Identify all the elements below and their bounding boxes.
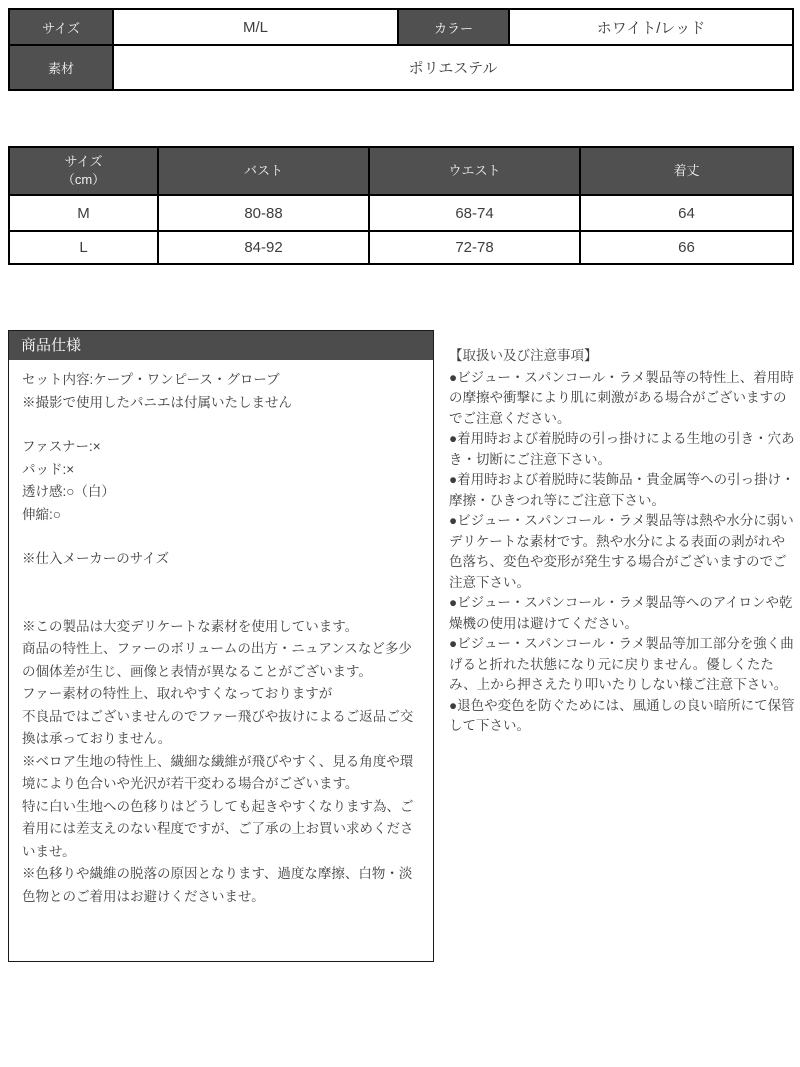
- spec-line-maker-size: ※仕入メーカーのサイズ: [22, 551, 170, 566]
- size-l-bust-cell: 84-92: [158, 231, 369, 264]
- size-cm-header-line1: サイズ: [64, 154, 103, 169]
- spec-line-fur-variance: 商品の特性上、ファーのボリュームの出方・ニュアンスなど多少の個体差が生じ、画像と表情が異なることがございます。: [22, 641, 412, 679]
- spec-line-no-returns: 不良品ではございませんのでファー飛びや抜けによるご返品ご交換は承っておりません。: [22, 708, 414, 746]
- spec-line-sheerness: 透け感:○（白）: [22, 484, 115, 499]
- note-item: ●ビジュー・スパンコール・ラメ製品等は熱や水分に弱いデリケートな素材です。熱や水分による表面の剥がれや色落ち、変色や変形が発生する場合がございますのでご注意下さい。: [449, 513, 794, 590]
- handling-notes-title: 【取扱い及び注意事項】: [449, 348, 598, 363]
- size-color-material-table: [8, 8, 794, 91]
- waist-header-cell: ウエスト: [369, 147, 580, 195]
- size-cm-header-cell: [9, 147, 158, 195]
- size-l-length-cell: 66: [580, 231, 793, 264]
- length-header-cell: 着丈: [580, 147, 793, 195]
- size-l-cell: L: [9, 231, 158, 264]
- size-cm-header-line2: （cm）: [61, 172, 106, 187]
- product-spec-body: [9, 360, 433, 908]
- spec-line-velour-note: ※ベロア生地の特性上、繊細な繊維が飛びやすく、見る角度や環境により色合いや光沢が若干変わる場合がございます。: [22, 753, 414, 791]
- color-value-cell: ホワイト/レッド: [509, 9, 793, 45]
- spec-line-set-contents: セット内容:ケープ・ワンピース・グローブ: [22, 372, 280, 387]
- note-item: ●退色や変色を防ぐためには、風通しの良い暗所にて保管して下さい。: [449, 697, 795, 733]
- product-spec-title: 商品仕様: [9, 331, 433, 360]
- table-row: [9, 231, 793, 264]
- spec-line-pannier-note: ※撮影で使用したパニエは付属いたしません: [22, 394, 292, 410]
- note-item: ●ビジュー・スパンコール・ラメ製品等加工部分を強く曲げると折れた状態になり元に戻りません。優しくたたみ、上から押さえたり叩いたりしない様ご注意下さい。: [449, 636, 794, 692]
- spec-line-avoid-friction: ※色移りや繊維の脱落の原因となります、過度な摩擦、白物・淡色物とのご着用はお避けくださいませ。: [22, 866, 413, 904]
- note-item: ●ビジュー・スパンコール・ラメ製品等へのアイロンや乾燥機の使用は避けてください。: [449, 595, 793, 631]
- spec-line-pad: パッド:×: [22, 461, 75, 477]
- spec-line-color-transfer: 特に白い生地への色移りはどうしても起きやすくなります為、ご着用には差支えのない程度ですが、ご了承の上お買い求めくださいませ。: [22, 798, 414, 859]
- bust-header-cell: バスト: [158, 147, 369, 195]
- size-l-waist-cell: 72-78: [369, 231, 580, 264]
- note-item: ●着用時および着脱時の引っ掛けによる生地の引き・穴あき・切断にご注意下さい。: [449, 431, 795, 467]
- size-m-cell: M: [9, 195, 158, 231]
- product-spec-panel: [8, 330, 434, 962]
- handling-notes-panel: [449, 346, 796, 737]
- size-label-cell: サイズ: [9, 9, 113, 45]
- spec-line-fastener: ファスナー:×: [22, 439, 101, 454]
- material-label-cell: 素材: [9, 45, 113, 90]
- color-label-cell: カラー: [398, 9, 509, 45]
- spec-line-delicate-material: ※この製品は大変デリケートな素材を使用しています。: [22, 618, 359, 634]
- size-value-cell: M/L: [113, 9, 398, 45]
- spec-line-stretch: 伸縮:○: [22, 506, 61, 522]
- spec-line-fur-shedding: ファー素材の特性上、取れやすくなっておりますが: [22, 686, 333, 701]
- table-row: [9, 195, 793, 231]
- size-m-length-cell: 64: [580, 195, 793, 231]
- note-item: ●着用時および着脱時に装飾品・貴金属等への引っ掛け・摩擦・ひきつれ等にご注意下さい。: [449, 472, 795, 508]
- size-chart-table: [8, 146, 794, 265]
- note-item: ●ビジュー・スパンコール・ラメ製品等の特性上、着用時の摩擦や衝撃により肌に刺激がある場合がございますのでご注意ください。: [449, 369, 794, 426]
- size-m-waist-cell: 68-74: [369, 195, 580, 231]
- material-value-cell: ポリエステル: [113, 45, 793, 90]
- size-m-bust-cell: 80-88: [158, 195, 369, 231]
